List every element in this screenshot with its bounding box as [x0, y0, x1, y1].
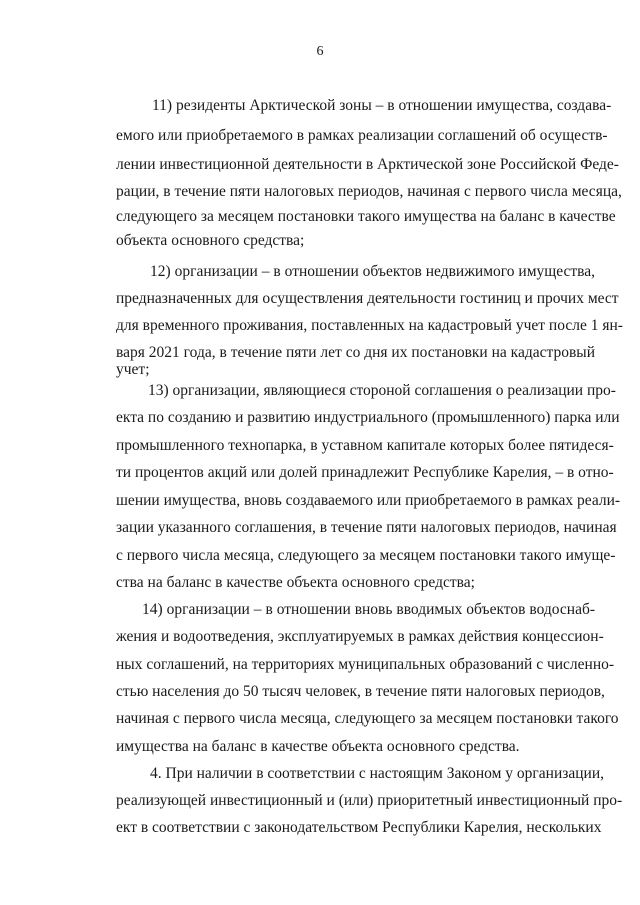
paragraph-line: 14) организации – в отношении вновь вводимых объектов водоснаб- — [142, 601, 595, 618]
paragraph-line: стью населения до 50 тысяч человек, в течение пяти налоговых периодов, — [116, 683, 605, 700]
paragraph-line: ных соглашений, на территориях муниципальных образований с численно- — [116, 656, 615, 673]
paragraph-line: емого или приобретаемого в рамках реализации соглашений об осуществ- — [116, 127, 608, 144]
page-number: 6 — [316, 44, 324, 59]
paragraph-line: 4. При наличии в соответствии с настоящим Законом у организации, — [150, 765, 605, 782]
paragraph-line: шении имущества, вновь создаваемого или приобретаемого в рамках реали- — [116, 492, 621, 509]
paragraph-line: предназначенных для осуществления деятельности гостиниц и прочих мест — [116, 290, 619, 307]
paragraph-line: жения и водоотведения, эксплуатируемых в рамках действия концессион- — [116, 628, 604, 645]
paragraph-line: лении инвестиционной деятельности в Арктической зоне Российской Феде- — [116, 156, 619, 173]
paragraph-line: промышленного технопарка, в уставном капитале которых более пятидеся- — [116, 437, 614, 454]
paragraph-line: ти процентов акций или долей принадлежит Республике Карелия, – в отно- — [116, 464, 614, 481]
paragraph-line: с первого числа месяца, следующего за месяцем постановки такого имуще- — [116, 547, 616, 564]
paragraph-line: варя 2021 года, в течение пяти лет со дня их постановки на кадастровый — [116, 344, 595, 361]
paragraph-line: ства на баланс в качестве объекта основного средства; — [116, 574, 475, 591]
paragraph-line: учет; — [116, 361, 150, 378]
paragraph-line: для временного проживания, поставленных на кадастровый учет после 1 ян- — [116, 317, 623, 334]
paragraph-line: объекта основного средства; — [116, 232, 305, 249]
paragraph-line: имущества на баланс в качестве объекта основного средства. — [116, 738, 520, 755]
paragraph-line: 11) резиденты Арктической зоны – в отношении имущества, создава- — [152, 97, 612, 114]
paragraph-line: реализующей инвестиционный и (или) приоритетный инвестиционный про- — [116, 792, 623, 809]
paragraph-line: зации указанного соглашения, в течение пяти налоговых периодов, начиная — [116, 519, 617, 536]
paragraph-line: 12) организации – в отношении объектов недвижимого имущества, — [150, 263, 595, 280]
paragraph-line: 13) организации, являющиеся стороной соглашения о реализации про- — [148, 382, 616, 399]
paragraph-line: начиная с первого числа месяца, следующего за месяцем постановки такого — [116, 710, 619, 727]
paragraph-line: следующего за месяцем постановки такого имущества на баланс в качестве — [116, 208, 616, 225]
paragraph-line: екта по созданию и развитию индустриального (промышленного) парка или — [116, 409, 620, 426]
paragraph-line: рации, в течение пяти налоговых периодов, начиная с первого числа месяца, — [116, 183, 622, 200]
paragraph-line: ект в соответствии с законодательством Республики Карелия, нескольких — [116, 819, 602, 836]
